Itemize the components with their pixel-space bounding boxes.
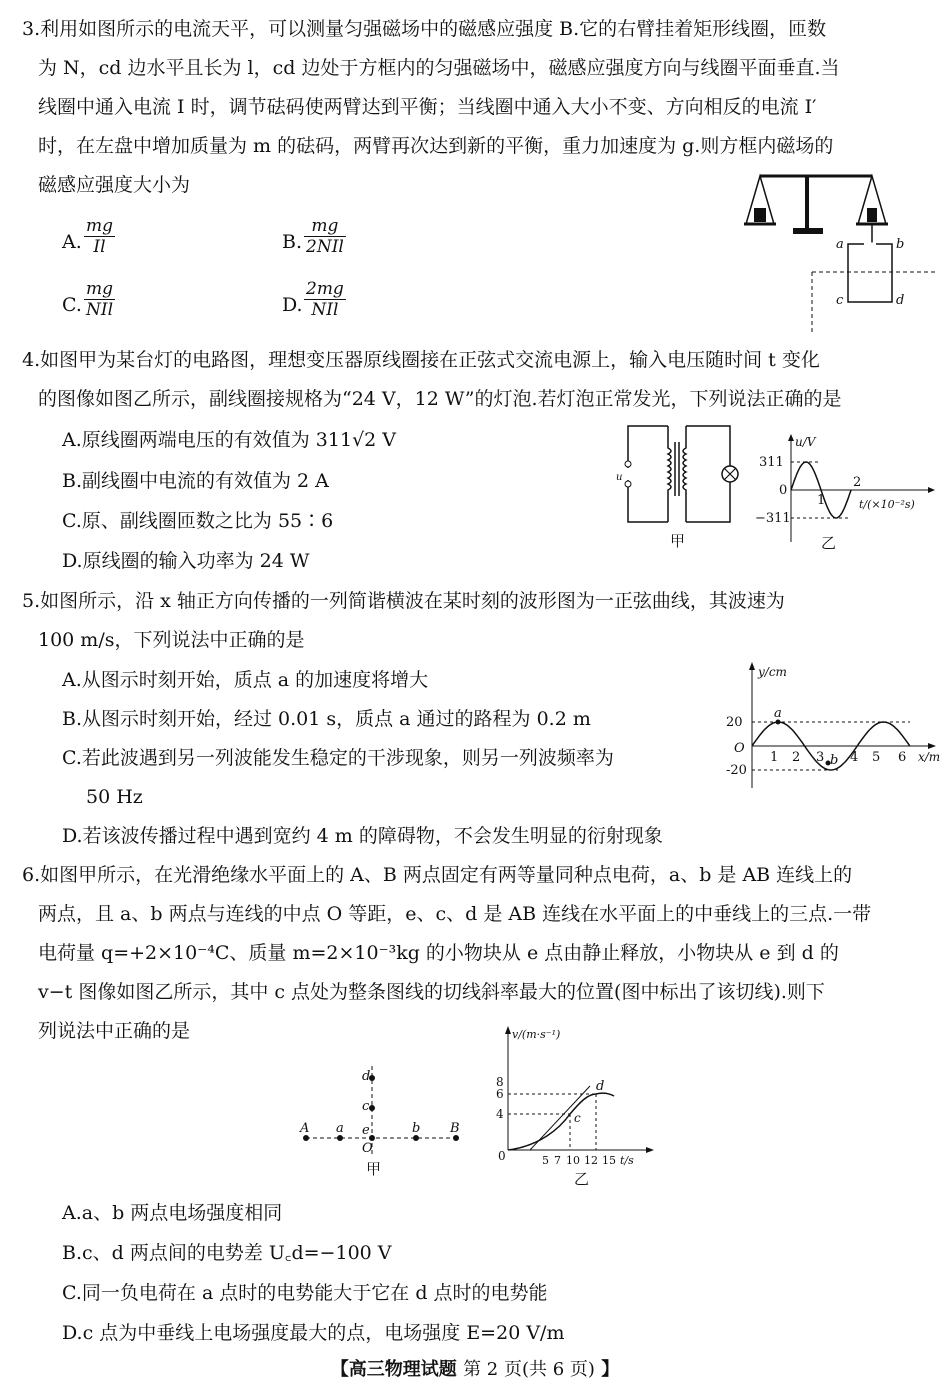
q5-wave-chart bbox=[722, 660, 942, 790]
y-axis-label: v/(m·s⁻¹) bbox=[512, 1028, 561, 1041]
q6-line-3: 电荷量 q=+2×10⁻⁴C、质量 m=2×10⁻³kg 的小物块从 e 点由静止释放，小物块从 e 到 d 的 bbox=[38, 942, 839, 964]
q3-option-b-fraction bbox=[304, 216, 346, 257]
footer-close-bracket: 】 bbox=[601, 1359, 620, 1380]
q5-option-b: B.从图示时刻开始，经过 0.01 s，质点 a 通过的路程为 0.2 m bbox=[62, 708, 591, 730]
y-tick-negative: −311 bbox=[755, 511, 791, 526]
fraction-numerator: mg bbox=[304, 216, 346, 237]
footer-page-number: 第 2 页(共 6 页) bbox=[463, 1359, 595, 1380]
charge-A-label: A bbox=[300, 1121, 310, 1136]
q6-option-b: B.c、d 两点间的电势差 U꜀d=−100 V bbox=[62, 1242, 392, 1264]
q6-line-5: 列说法中正确的是 bbox=[38, 1020, 191, 1042]
q5-option-c: C.若此波遇到另一列波能发生稳定的干涉现象，则另一列波频率为 bbox=[62, 747, 614, 769]
origin-label: O bbox=[734, 741, 745, 756]
q4-voltage-chart bbox=[755, 432, 945, 552]
q4-line-1: 4.如图甲为某台灯的电路图，理想变压器原线圈接在正弦式交流电源上，输入电压随时间 t 变化 bbox=[22, 349, 820, 371]
x-tick-15: 15 bbox=[602, 1154, 616, 1167]
x-axis-label: t/s bbox=[620, 1154, 634, 1167]
point-b-label: b bbox=[412, 1121, 421, 1136]
origin-label: 0 bbox=[779, 483, 788, 498]
y-axis-label: u/V bbox=[795, 435, 816, 449]
fraction-denominator: NIl bbox=[311, 300, 339, 320]
q4-option-b: B.副线圈中电流的有效值为 2 A bbox=[62, 470, 329, 492]
origin-label: 0 bbox=[498, 1149, 506, 1163]
point-c-label: c bbox=[574, 1111, 581, 1125]
q6-charges-figure bbox=[296, 1058, 476, 1188]
q3-line-1: 3.利用如图所示的电流天平，可以测量匀强磁场中的磁感应强度 B.它的右臂挂着矩形线圈，匝数 bbox=[22, 18, 827, 40]
q4-option-c: C.原、副线圈匝数之比为 55∶6 bbox=[62, 510, 334, 532]
q3-option-c-label: C. bbox=[62, 294, 82, 316]
x-tick-1: 1 bbox=[770, 750, 779, 765]
q5-line-2: 100 m/s，下列说法中正确的是 bbox=[38, 629, 305, 651]
x-tick-10: 10 bbox=[566, 1154, 580, 1167]
y-tick-neg20: -20 bbox=[726, 763, 747, 778]
svg-text:u: u bbox=[616, 472, 623, 483]
point-a-label: a bbox=[336, 1121, 344, 1136]
q4-option-d: D.原线圈的输入功率为 24 W bbox=[62, 550, 310, 572]
x-tick-5: 5 bbox=[542, 1154, 549, 1167]
fraction-numerator: mg bbox=[86, 216, 114, 236]
fraction-denominator: Il bbox=[93, 237, 106, 257]
y-tick-8: 8 bbox=[496, 1075, 504, 1089]
y-tick-20: 20 bbox=[726, 715, 743, 730]
point-a-label: a bbox=[836, 237, 844, 252]
q3-line-5: 磁感应强度大小为 bbox=[38, 174, 191, 196]
x-tick-7: 7 bbox=[554, 1154, 561, 1167]
charge-B-label: B bbox=[450, 1121, 460, 1136]
point-b-label: b bbox=[830, 753, 839, 768]
y-tick-6: 6 bbox=[496, 1087, 504, 1101]
point-b-label: b bbox=[896, 237, 905, 252]
point-c-label: c bbox=[836, 293, 844, 308]
q6-line-4: v−t 图像如图乙所示，其中 c 点处为整条图线的切线斜率最大的位置(图中标出了该切线).则下 bbox=[38, 981, 825, 1003]
q6-option-a: A.a、b 两点电场强度相同 bbox=[62, 1202, 283, 1224]
footer-title: 【高三物理试题 bbox=[330, 1359, 457, 1380]
fraction-denominator: NIl bbox=[86, 300, 114, 320]
point-O-label: O bbox=[362, 1141, 373, 1156]
x-tick-5: 5 bbox=[872, 750, 881, 765]
x-axis-label: t/(×10⁻²s) bbox=[859, 498, 915, 511]
fraction-numerator: 2mg bbox=[306, 279, 344, 299]
q3-line-4: 时，在左盘中增加质量为 m 的砝码，两臂再次达到新的平衡，重力加速度为 g.则方框内磁场的 bbox=[38, 135, 834, 157]
point-c-label: c bbox=[362, 1099, 370, 1114]
point-d-label: d bbox=[596, 1079, 605, 1094]
x-tick-1: 1 bbox=[817, 493, 826, 508]
q3-current-balance-figure bbox=[740, 168, 940, 333]
point-d-label: d bbox=[362, 1069, 371, 1084]
x-axis-label: x/m bbox=[918, 750, 941, 764]
q6-option-c: C.同一负电荷在 a 点时的电势能大于它在 d 点时的电势能 bbox=[62, 1282, 548, 1304]
q6-vt-chart bbox=[490, 1024, 660, 1194]
q5-option-d: D.若该波传播过程中遇到宽约 4 m 的障碍物，不会发生明显的衍射现象 bbox=[62, 825, 663, 847]
q6-option-d: D.c 点为中垂线上电场强度最大的点，电场强度 E=20 V/m bbox=[62, 1322, 565, 1344]
q6-line-2: 两点，且 a、b 两点与连线的中点 O 等距，e、c、d 是 AB 连线在水平面上的中垂线上的三点.一带 bbox=[38, 903, 872, 925]
q3-option-d-fraction bbox=[304, 279, 346, 320]
y-tick-4: 4 bbox=[496, 1107, 504, 1121]
point-e-label: e bbox=[362, 1123, 370, 1138]
q6-fig-jia-caption: 甲 bbox=[366, 1160, 382, 1178]
point-d-label: d bbox=[896, 293, 905, 308]
q5-option-c-continued: 50 Hz bbox=[86, 786, 143, 808]
q3-line-3: 线圈中通入电流 I 时，调节砝码使两臂达到平衡；当线圈中通入大小不变、方向相反的电流 I′ bbox=[38, 96, 817, 118]
vt-curve bbox=[508, 1093, 614, 1150]
x-tick-6: 6 bbox=[898, 750, 907, 765]
q3-option-a-label: A. bbox=[62, 231, 82, 253]
q4-option-a: A.原线圈两端电压的有效值为 311√2 V bbox=[62, 429, 397, 451]
q5-option-a: A.从图示时刻开始，质点 a 的加速度将增大 bbox=[62, 669, 429, 691]
point-a-label: a bbox=[774, 706, 782, 721]
x-tick-2: 2 bbox=[792, 750, 801, 765]
page-footer bbox=[0, 1355, 950, 1381]
q4-circuit-figure bbox=[612, 420, 752, 550]
q4-fig-yi-caption: 乙 bbox=[821, 534, 837, 552]
x-tick-2: 2 bbox=[853, 475, 862, 490]
q3-line-2: 为 N，cd 边水平且长为 l，cd 边处于方框内的匀强磁场中，磁感应强度方向与线圈平面垂直.当 bbox=[38, 57, 840, 79]
x-tick-12: 12 bbox=[584, 1154, 598, 1167]
x-tick-4: 4 bbox=[850, 750, 859, 765]
y-tick-positive: 311 bbox=[759, 455, 784, 470]
x-tick-3: 3 bbox=[816, 750, 825, 765]
q4-fig-jia-caption: 甲 bbox=[670, 532, 686, 550]
q3-option-d-label: D. bbox=[282, 294, 303, 316]
fraction-numerator: mg bbox=[84, 279, 115, 300]
fraction-denominator: 2NIl bbox=[306, 237, 344, 257]
q4-line-2: 的图像如图乙所示，副线圈接规格为“24 V，12 W”的灯泡.若灯泡正常发光，下列说法正确的是 bbox=[38, 388, 842, 410]
q3-option-b-label: B. bbox=[282, 231, 303, 253]
q6-fig-yi-caption: 乙 bbox=[574, 1170, 590, 1188]
q5-line-1: 5.如图所示，沿 x 轴正方向传播的一列简谐横波在某时刻的波形图为一正弦曲线，其波速为 bbox=[22, 590, 785, 612]
y-axis-label: y/cm bbox=[758, 665, 787, 679]
q6-line-1: 6.如图甲所示，在光滑绝缘水平面上的 A、B 两点固定有两等量同种点电荷，a、b 是 AB 连线上的 bbox=[22, 864, 853, 886]
q3-option-a-fraction bbox=[84, 216, 115, 257]
q3-option-c-fraction bbox=[84, 279, 115, 320]
